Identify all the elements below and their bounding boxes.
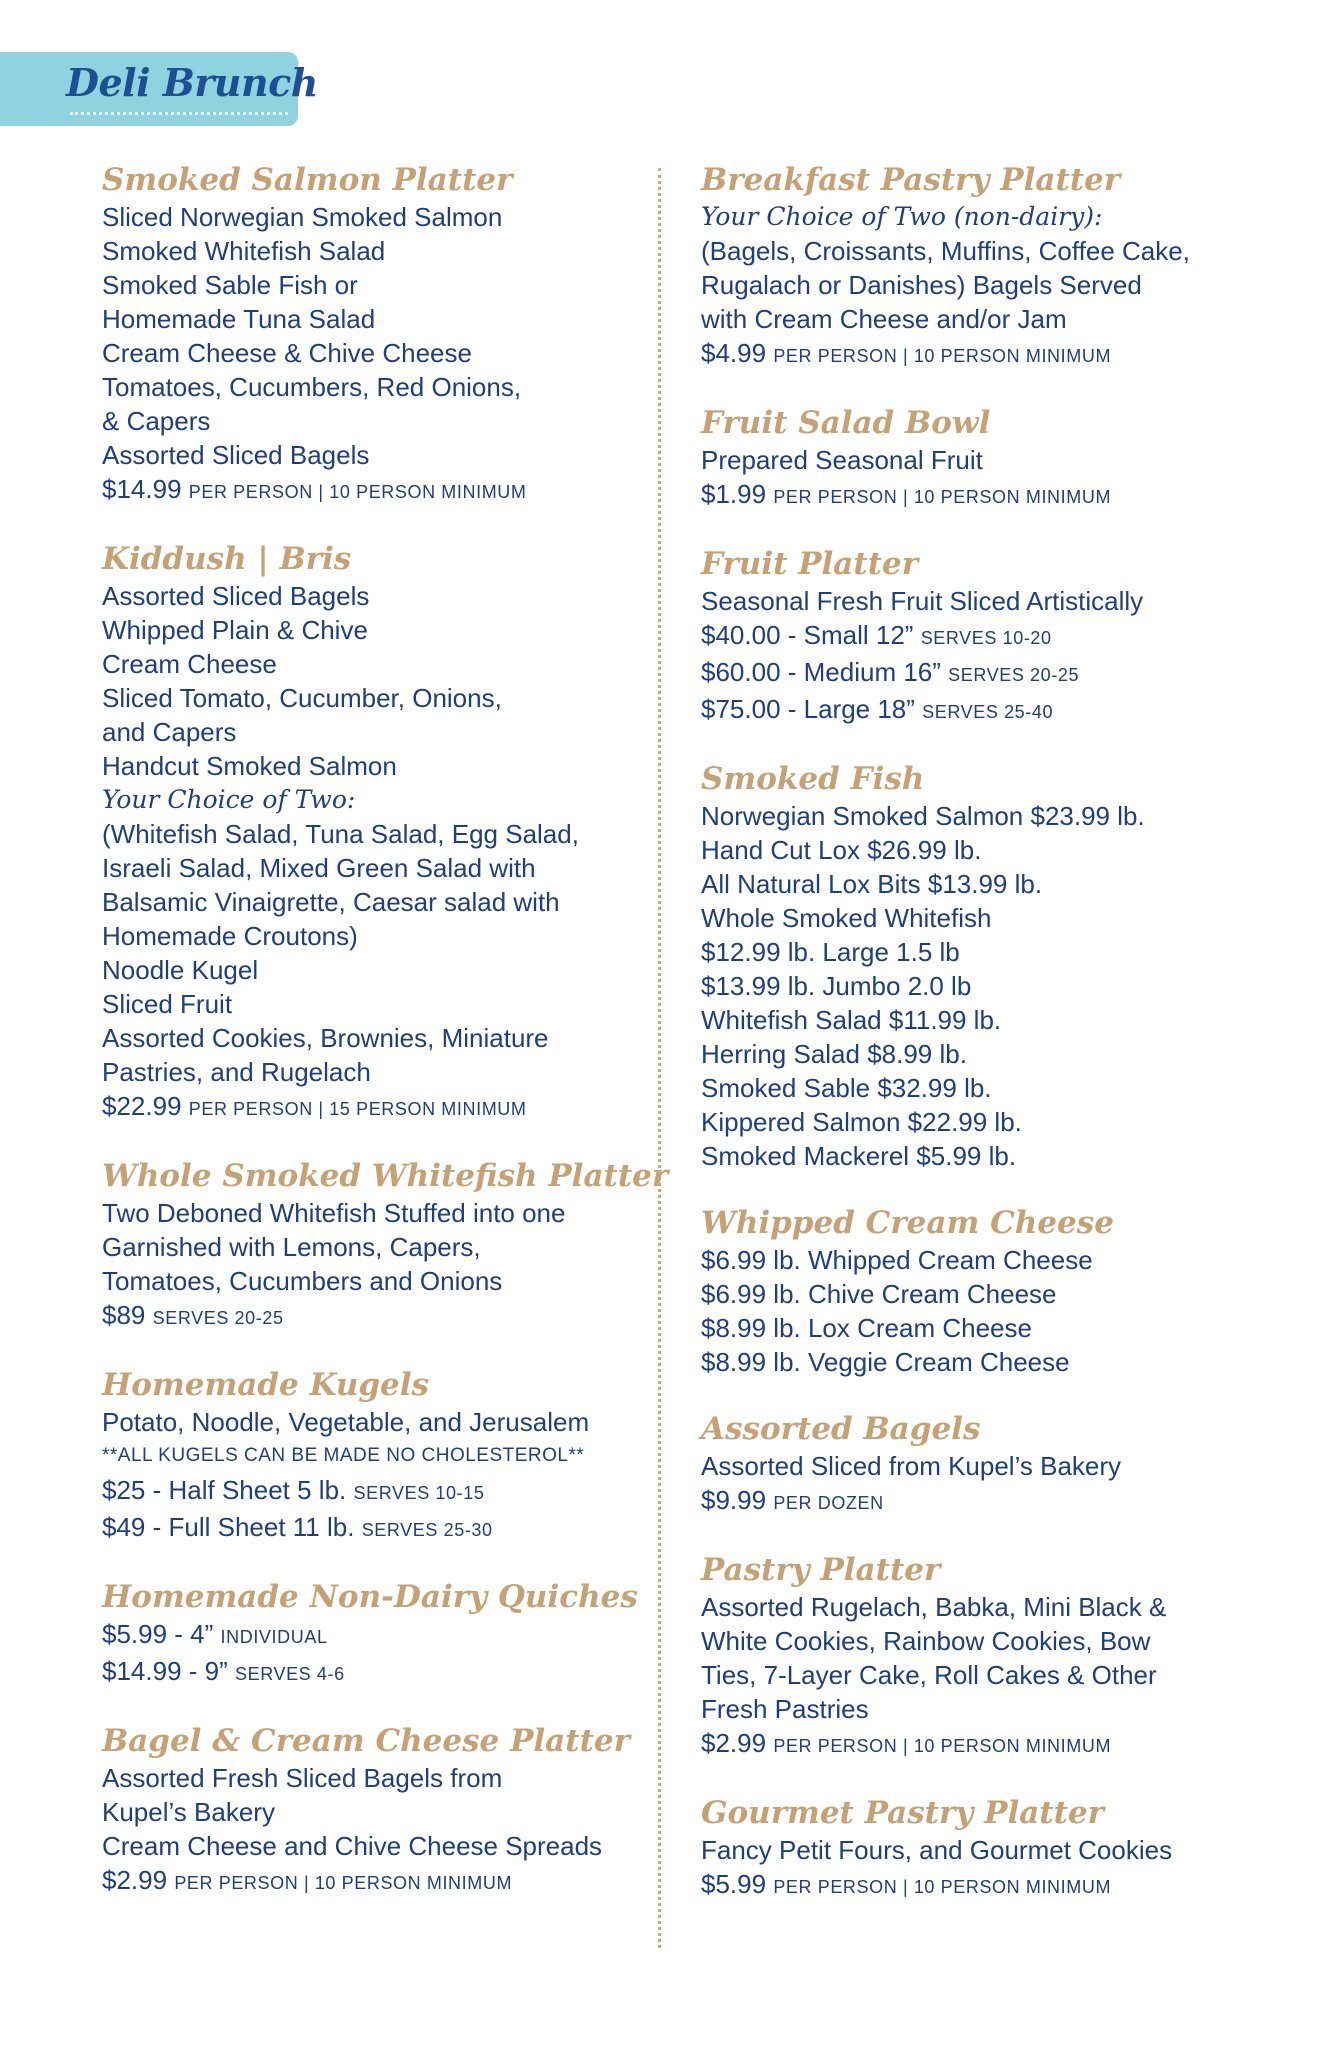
price-line xyxy=(701,1726,1261,1763)
section-title: Kiddush | Bris xyxy=(102,541,352,577)
menu-line: Prepared Seasonal Fruit xyxy=(701,445,983,475)
menu-line: Rugalach or Danishes) Bagels Served xyxy=(701,270,1142,300)
price-note: PER PERSON | 10 PERSON MINIMUM xyxy=(188,482,527,502)
menu-line: Balsamic Vinaigrette, Caesar salad with xyxy=(102,887,560,917)
menu-line: Two Deboned Whitefish Stuffed into one xyxy=(102,1198,566,1228)
menu-line: Sliced Tomato, Cucumber, Onions, xyxy=(102,683,502,713)
menu-line: Seasonal Fresh Fruit Sliced Artistically xyxy=(701,586,1144,616)
menu-line: Potato, Noodle, Vegetable, and Jerusalem xyxy=(102,1407,590,1437)
menu-line: Fresh Pastries xyxy=(701,1694,869,1724)
menu-section xyxy=(102,1365,632,1547)
menu-line: Assorted Sliced Bagels xyxy=(102,581,370,611)
price: $22.99 xyxy=(102,1091,182,1121)
section-title: Assorted Bagels xyxy=(701,1411,981,1447)
price: $5.99 xyxy=(701,1869,767,1899)
price-line xyxy=(701,1867,1261,1904)
menu-line: Tomatoes, Cucumbers and Onions xyxy=(102,1266,503,1296)
menu-line: with Cream Cheese and/or Jam xyxy=(701,304,1067,334)
price: $60.00 - Medium 16” xyxy=(701,657,941,687)
column-divider xyxy=(658,168,661,1948)
price-note: SERVES 25-40 xyxy=(922,702,1054,722)
menu-line: Sliced Fruit xyxy=(102,989,233,1019)
price-line xyxy=(102,1510,632,1547)
menu-line: Ties, 7-Layer Cake, Roll Cakes & Other xyxy=(701,1660,1157,1690)
price-line xyxy=(701,336,1261,373)
menu-section xyxy=(701,1550,1261,1763)
price-note: SERVES 25-30 xyxy=(361,1520,493,1540)
price-note: SERVES 10-15 xyxy=(353,1483,485,1503)
price-note: SERVES 20-25 xyxy=(948,665,1080,685)
price-line xyxy=(701,655,1261,692)
menu-line: Cream Cheese and Chive Cheese Spreads xyxy=(102,1831,603,1861)
price-note: SERVES 20-25 xyxy=(152,1308,284,1328)
price-note: SERVES 4-6 xyxy=(234,1664,345,1684)
cholesterol-note: **ALL KUGELS CAN BE MADE NO CHOLESTEROL** xyxy=(102,1445,585,1466)
menu-line: Sliced Norwegian Smoked Salmon xyxy=(102,202,503,232)
section-title: Gourmet Pastry Platter xyxy=(701,1795,1104,1831)
price-note: PER PERSON | 10 PERSON MINIMUM xyxy=(773,487,1112,507)
menu-section xyxy=(701,544,1261,729)
menu-line: White Cookies, Rainbow Cookies, Bow xyxy=(701,1626,1151,1656)
price-line xyxy=(102,1298,632,1335)
menu-line: and Capers xyxy=(102,717,237,747)
menu-line: Assorted Cookies, Brownies, Miniature xyxy=(102,1023,549,1053)
section-title: Homemade Non-Dairy Quiches xyxy=(102,1579,638,1615)
menu-line: Homemade Tuna Salad xyxy=(102,304,376,334)
menu-line: Smoked Mackerel $5.99 lb. xyxy=(701,1141,1017,1171)
menu-line: $12.99 lb. Large 1.5 lb xyxy=(701,937,960,967)
price-line xyxy=(102,1863,632,1900)
banner-dotted-rule xyxy=(70,112,288,115)
menu-line: Smoked Sable Fish or xyxy=(102,270,358,300)
price-line xyxy=(102,1654,632,1691)
menu-line: Homemade Croutons) xyxy=(102,921,358,951)
menu-line: $8.99 lb. Veggie Cream Cheese xyxy=(701,1347,1070,1377)
price-line xyxy=(102,1473,632,1510)
price-note: PER PERSON | 10 PERSON MINIMUM xyxy=(773,1877,1112,1897)
menu-section xyxy=(102,539,632,1126)
menu-line: Norwegian Smoked Salmon $23.99 lb. xyxy=(701,801,1145,831)
price: $14.99 xyxy=(102,474,182,504)
menu-line: Israeli Salad, Mixed Green Salad with xyxy=(102,853,536,883)
right-column xyxy=(701,160,1261,1934)
price: $25 - Half Sheet 5 lb. xyxy=(102,1475,347,1505)
menu-line: Garnished with Lemons, Capers, xyxy=(102,1232,481,1262)
price-note: PER PERSON | 10 PERSON MINIMUM xyxy=(174,1873,513,1893)
price-line xyxy=(701,1483,1261,1520)
price-note: SERVES 10-20 xyxy=(920,628,1052,648)
menu-line: Handcut Smoked Salmon xyxy=(102,751,397,781)
section-title: Breakfast Pastry Platter xyxy=(701,162,1121,198)
price-note: PER PERSON | 10 PERSON MINIMUM xyxy=(773,346,1112,366)
price: $14.99 - 9” xyxy=(102,1656,228,1686)
price: $2.99 xyxy=(102,1865,168,1895)
menu-line: Assorted Fresh Sliced Bagels from xyxy=(102,1763,503,1793)
price-line xyxy=(102,1089,632,1126)
section-title: Homemade Kugels xyxy=(102,1367,429,1403)
menu-line: & Capers xyxy=(102,406,211,436)
section-title: Pastry Platter xyxy=(701,1552,941,1588)
menu-line: Smoked Whitefish Salad xyxy=(102,236,386,266)
choice-note: Your Choice of Two: xyxy=(102,785,356,814)
menu-section xyxy=(102,1721,632,1900)
menu-line: $6.99 lb. Chive Cream Cheese xyxy=(701,1279,1057,1309)
price: $40.00 - Small 12” xyxy=(701,620,914,650)
menu-line: (Bagels, Croissants, Muffins, Coffee Cake, xyxy=(701,236,1190,266)
menu-line: Cream Cheese xyxy=(102,649,277,679)
section-title: Bagel & Cream Cheese Platter xyxy=(102,1723,630,1759)
menu-line: Kupel’s Bakery xyxy=(102,1797,275,1827)
menu-line: (Whitefish Salad, Tuna Salad, Egg Salad, xyxy=(102,819,579,849)
menu-line: Assorted Sliced from Kupel’s Bakery xyxy=(701,1451,1122,1481)
menu-line: Whitefish Salad $11.99 lb. xyxy=(701,1005,1002,1035)
menu-line: $6.99 lb. Whipped Cream Cheese xyxy=(701,1245,1093,1275)
menu-line: Whole Smoked Whitefish xyxy=(701,903,992,933)
price: $5.99 - 4” xyxy=(102,1619,214,1649)
menu-line: Tomatoes, Cucumbers, Red Onions, xyxy=(102,372,522,402)
price-note: PER DOZEN xyxy=(773,1493,884,1513)
price: $49 - Full Sheet 11 lb. xyxy=(102,1512,355,1542)
menu-line: Fancy Petit Fours, and Gourmet Cookies xyxy=(701,1835,1173,1865)
menu-section xyxy=(701,160,1261,373)
menu-section xyxy=(701,759,1261,1173)
price-line xyxy=(102,1617,632,1654)
menu-line: Pastries, and Rugelach xyxy=(102,1057,371,1087)
menu-line: $13.99 lb. Jumbo 2.0 lb xyxy=(701,971,972,1001)
section-title: Smoked Salmon Platter xyxy=(102,162,513,198)
menu-section xyxy=(701,1793,1261,1904)
menu-section xyxy=(701,403,1261,514)
menu-section xyxy=(701,1203,1261,1379)
section-title: Whole Smoked Whitefish Platter xyxy=(102,1158,669,1194)
page-title: Deli Brunch xyxy=(66,60,318,105)
menu-section xyxy=(102,1577,638,1691)
menu-line: Whipped Plain & Chive xyxy=(102,615,368,645)
menu-section xyxy=(102,160,632,509)
price: $89 xyxy=(102,1300,146,1330)
menu-line: Cream Cheese & Chive Cheese xyxy=(102,338,472,368)
menu-line: Smoked Sable $32.99 lb. xyxy=(701,1073,992,1103)
price: $75.00 - Large 18” xyxy=(701,694,915,724)
left-column xyxy=(102,160,669,1930)
price-line xyxy=(701,477,1261,514)
section-title: Fruit Platter xyxy=(701,546,919,582)
price: $4.99 xyxy=(701,338,767,368)
choice-note: Your Choice of Two (non-dairy): xyxy=(701,202,1103,231)
menu-line: Assorted Rugelach, Babka, Mini Black & xyxy=(701,1592,1167,1622)
price-line xyxy=(701,618,1261,655)
price: $1.99 xyxy=(701,479,767,509)
price-note: PER PERSON | 10 PERSON MINIMUM xyxy=(773,1736,1112,1756)
menu-line: Hand Cut Lox $26.99 lb. xyxy=(701,835,982,865)
menu-section xyxy=(701,1409,1261,1520)
menu-line: Assorted Sliced Bagels xyxy=(102,440,370,470)
menu-line: Kippered Salmon $22.99 lb. xyxy=(701,1107,1022,1137)
price: $9.99 xyxy=(701,1485,767,1515)
section-title: Whipped Cream Cheese xyxy=(701,1205,1114,1241)
menu-line: $8.99 lb. Lox Cream Cheese xyxy=(701,1313,1032,1343)
price-note: PER PERSON | 15 PERSON MINIMUM xyxy=(188,1099,527,1119)
price-line xyxy=(102,472,632,509)
menu-line: Noodle Kugel xyxy=(102,955,259,985)
price: $2.99 xyxy=(701,1728,767,1758)
menu-section xyxy=(102,1156,669,1335)
price-line xyxy=(701,692,1261,729)
section-title: Smoked Fish xyxy=(701,761,925,797)
menu-line: All Natural Lox Bits $13.99 lb. xyxy=(701,869,1043,899)
section-title: Fruit Salad Bowl xyxy=(701,405,991,441)
price-note: INDIVIDUAL xyxy=(220,1627,328,1647)
menu-line: Herring Salad $8.99 lb. xyxy=(701,1039,967,1069)
